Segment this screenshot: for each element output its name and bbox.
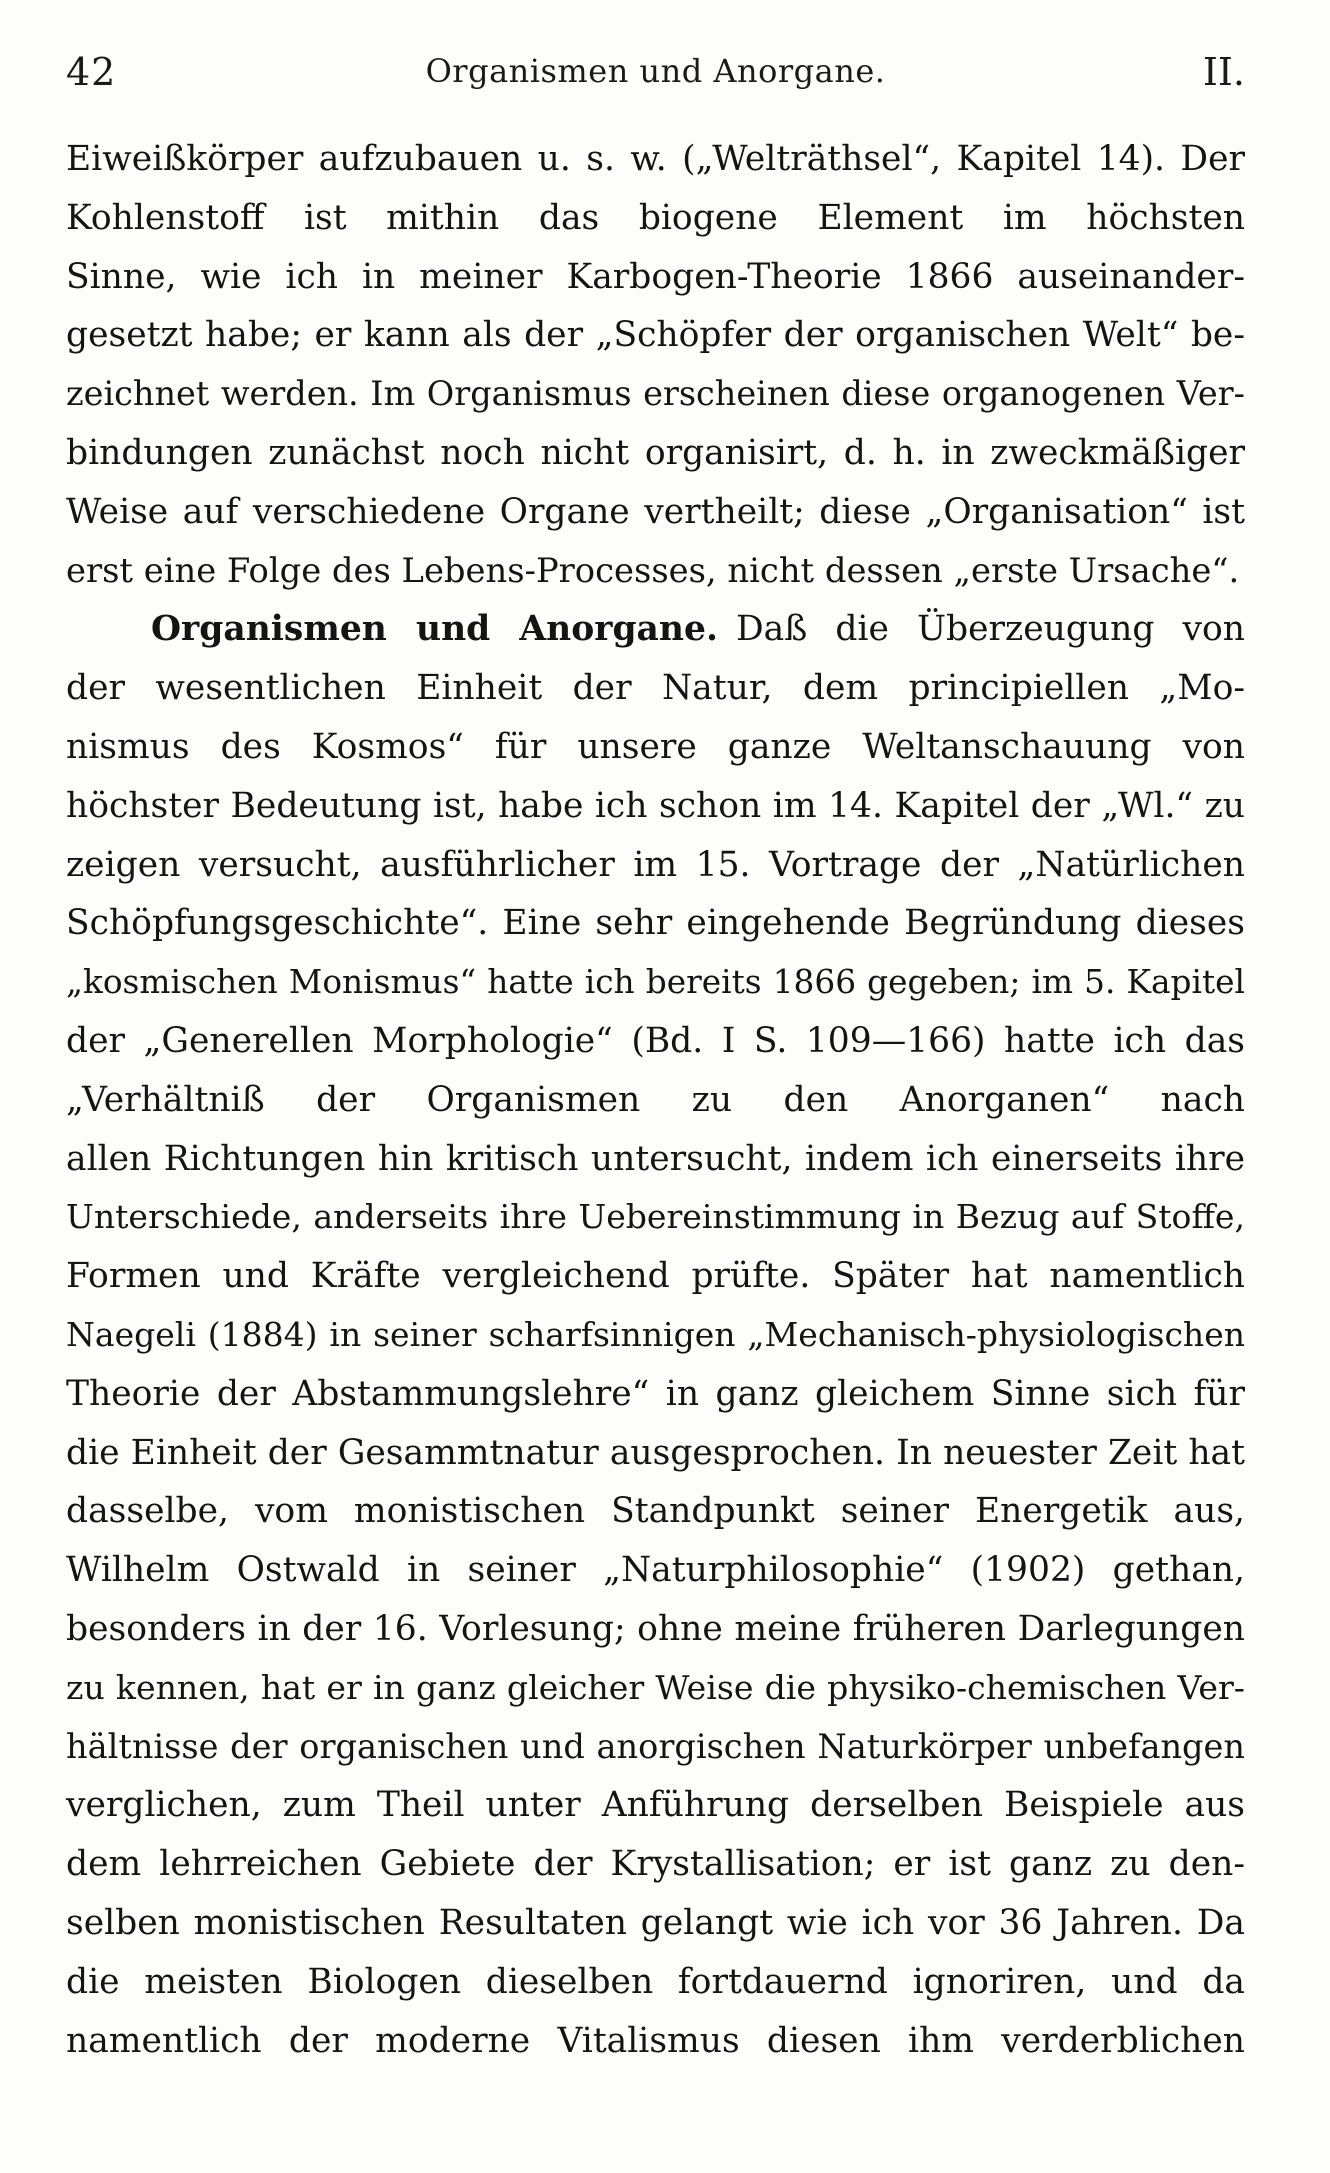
text-line: dem lehrreichen Gebiete der Krystallisation; er ist ganz zu den- xyxy=(66,1844,1245,1885)
text-line: Kohlenstoff ist mithin das biogene Element im höchsten xyxy=(66,197,1245,238)
text-line: Schöpfungsgeschichte“. Eine sehr eingehende Begründung dieses xyxy=(66,903,1245,944)
text-line: der wesentlichen Einheit der Natur, dem principiellen „Mo- xyxy=(66,668,1245,709)
text-line: Sinne, wie ich in meiner Karbogen-Theorie 1866 auseinander- xyxy=(66,256,1245,297)
text-line: die Einheit der Gesammtnatur ausgesprochen. In neuester Zeit hat xyxy=(66,1432,1245,1473)
text-line: namentlich der moderne Vitalismus diesen ihm verderblichen xyxy=(66,2020,1245,2061)
text-line: die meisten Biologen dieselben fortdauernd ignoriren, und da xyxy=(66,1961,1245,2002)
text-line: erst eine Folge des Lebens-Processes, nicht dessen „erste Ursache“. xyxy=(66,550,1240,590)
section-heading: Organismen und Anorgane. xyxy=(151,609,718,650)
section-heading-line xyxy=(66,600,1245,659)
text-line: allen Richtungen hin kritisch untersucht, indem ich einerseits ihre xyxy=(66,1138,1245,1179)
text-line: gesetzt habe; er kann als der „Schöpfer der organischen Welt“ be- xyxy=(66,315,1245,356)
text-line: Unterschiede, anderseits ihre Uebereinstimmung in Bezug auf Stoffe, xyxy=(66,1197,1245,1237)
text-line: zu kennen, hat er in ganz gleicher Weise die physiko-chemischen Ver- xyxy=(66,1667,1245,1707)
text-line: höchster Bedeutung ist, habe ich schon im 14. Kapitel der „Wl.“ zu xyxy=(66,785,1245,826)
text-line: dasselbe, vom monistischen Standpunkt seiner Energetik aus, xyxy=(66,1491,1245,1532)
text-line: „Verhältniß der Organismen zu den Anorganen“ nach xyxy=(66,1079,1245,1120)
text-line: bindungen zunächst noch nicht organisirt, d. h. in zweckmäßiger xyxy=(66,432,1245,473)
chapter-number: II. xyxy=(1202,50,1245,94)
text-line: „kosmischen Monismus“ hatte ich bereits 1866 gegeben; im 5. Kapitel xyxy=(66,963,1245,1002)
text-line: nismus des Kosmos“ für unsere ganze Weltanschauung von xyxy=(66,726,1245,767)
text-line: selben monistischen Resultaten gelangt wie ich vor 36 Jahren. Da xyxy=(66,1902,1245,1943)
text-line: zeigen versucht, ausführlicher im 15. Vortrage der „Natürlichen xyxy=(66,844,1245,885)
page-number: 42 xyxy=(66,50,117,94)
text-line: Theorie der Abstammungslehre“ in ganz gleichem Sinne sich für xyxy=(66,1373,1245,1414)
text-line: zeichnet werden. Im Organismus erscheinen diese organogenen Ver- xyxy=(66,374,1245,414)
running-title: Organismen und Anorgane. xyxy=(425,52,886,90)
text-line: Naegeli (1884) in seiner scharfsinnigen „Mechanisch-physiologischen xyxy=(66,1314,1245,1354)
text-line: Weise auf verschiedene Organe vertheilt; diese „Organisation“ ist xyxy=(66,491,1245,532)
section-heading-continuation: Daß die Überzeugung von xyxy=(735,609,1245,650)
body-text xyxy=(66,130,1245,2070)
text-line: verglichen, zum Theil unter Anführung derselben Beispiele aus xyxy=(66,1785,1245,1826)
text-line: der „Generellen Morphologie“ (Bd. I S. 109—166) hatte ich das xyxy=(66,1020,1245,1061)
text-line: Wilhelm Ostwald in seiner „Naturphilosophie“ (1902) gethan, xyxy=(66,1550,1245,1591)
text-line: Formen und Kräfte vergleichend prüfte. Später hat namentlich xyxy=(66,1256,1245,1297)
text-line: Eiweißkörper aufzubauen u. s. w. („Welträthsel“, Kapitel 14). Der xyxy=(66,139,1245,179)
page-header xyxy=(66,38,1245,108)
text-line: hältnisse der organischen und anorgischen Naturkörper unbefangen xyxy=(66,1726,1245,1766)
text-line: besonders in der 16. Vorlesung; ohne meine früheren Darlegungen xyxy=(66,1608,1245,1649)
